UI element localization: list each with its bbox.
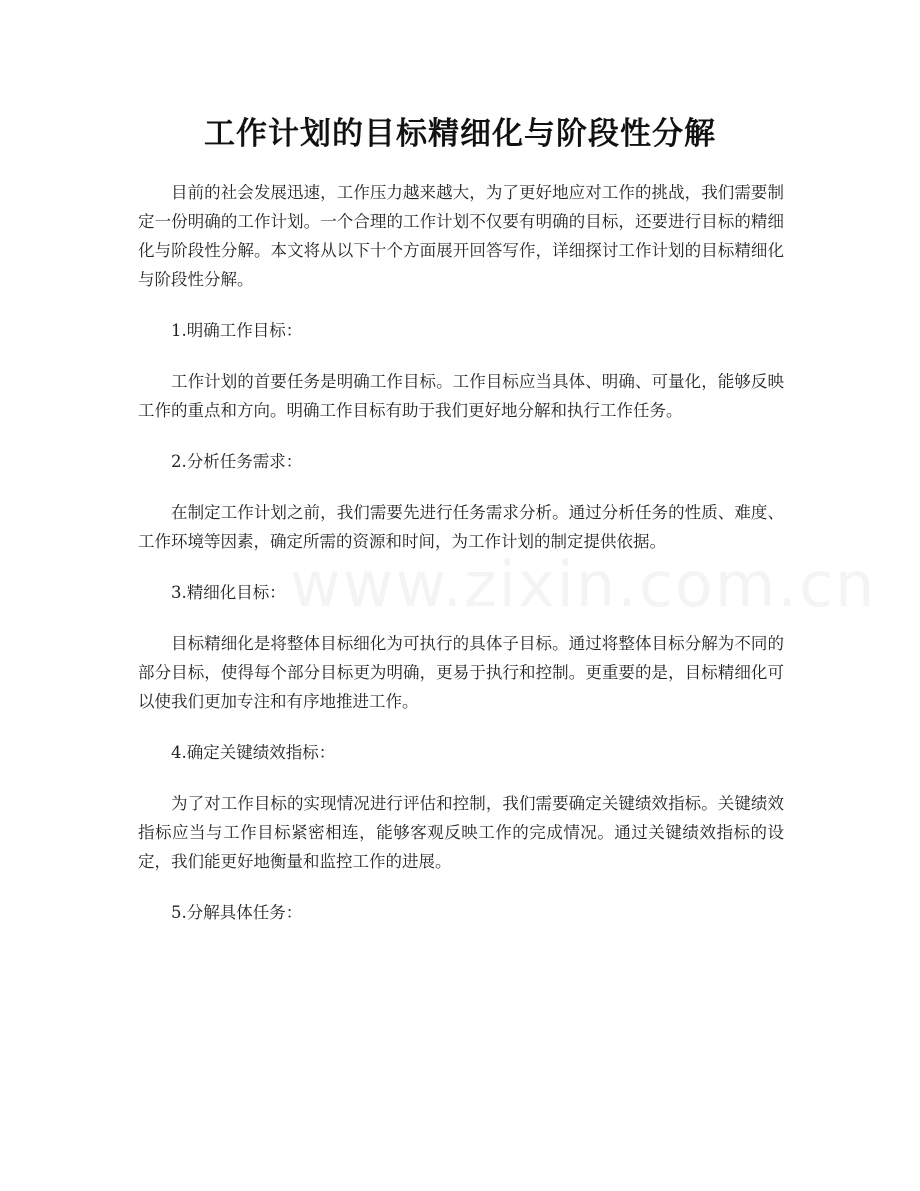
- section-body-1: 工作计划的首要任务是明确工作目标。工作目标应当具体、明确、可量化，能够反映工作的重点和方向。明确工作目标有助于我们更好地分解和执行工作任务。: [138, 372, 784, 420]
- intro-paragraph: 目前的社会发展迅速，工作压力越来越大，为了更好地应对工作的挑战，我们需要制定一份明确的工作计划。一个合理的工作计划不仅要有明确的目标，还要进行目标的精细化与阶段性分解。本文将从以下十个方面展开回答写作，详细探讨工作计划的目标精细化与阶段性分解。: [138, 183, 784, 289]
- section-heading-4: 4.确定关键绩效指标：: [171, 743, 336, 762]
- section-heading-1: 1.明确工作目标：: [171, 321, 303, 340]
- section-heading-3: 3.精细化目标：: [171, 583, 286, 602]
- section-body-3: 目标精细化是将整体目标细化为可执行的具体子目标。通过将整体目标分解为不同的部分目标，使得每个部分目标更为明确，更易于执行和控制。更重要的是，目标精细化可以使我们更加专注和有序地推进工作。: [138, 634, 784, 711]
- section-body-4: 为了对工作目标的实现情况进行评估和控制，我们需要确定关键绩效指标。关键绩效指标应当与工作目标紧密相连，能够客观反映工作的完成情况。通过关键绩效指标的设定，我们能更好地衡量和监控工作的进展。: [138, 794, 784, 871]
- section-heading-2: 2.分析任务需求：: [171, 452, 303, 471]
- document-title: 工作计划的目标精细化与阶段性分解: [204, 116, 716, 152]
- section-heading-5: 5.分解具体任务：: [171, 903, 303, 922]
- document-body: [138, 178, 784, 949]
- section-body-2: 在制定工作计划之前，我们需要先进行任务需求分析。通过分析任务的性质、难度、工作环境等因素，确定所需的资源和时间，为工作计划的制定提供依据。: [138, 503, 784, 551]
